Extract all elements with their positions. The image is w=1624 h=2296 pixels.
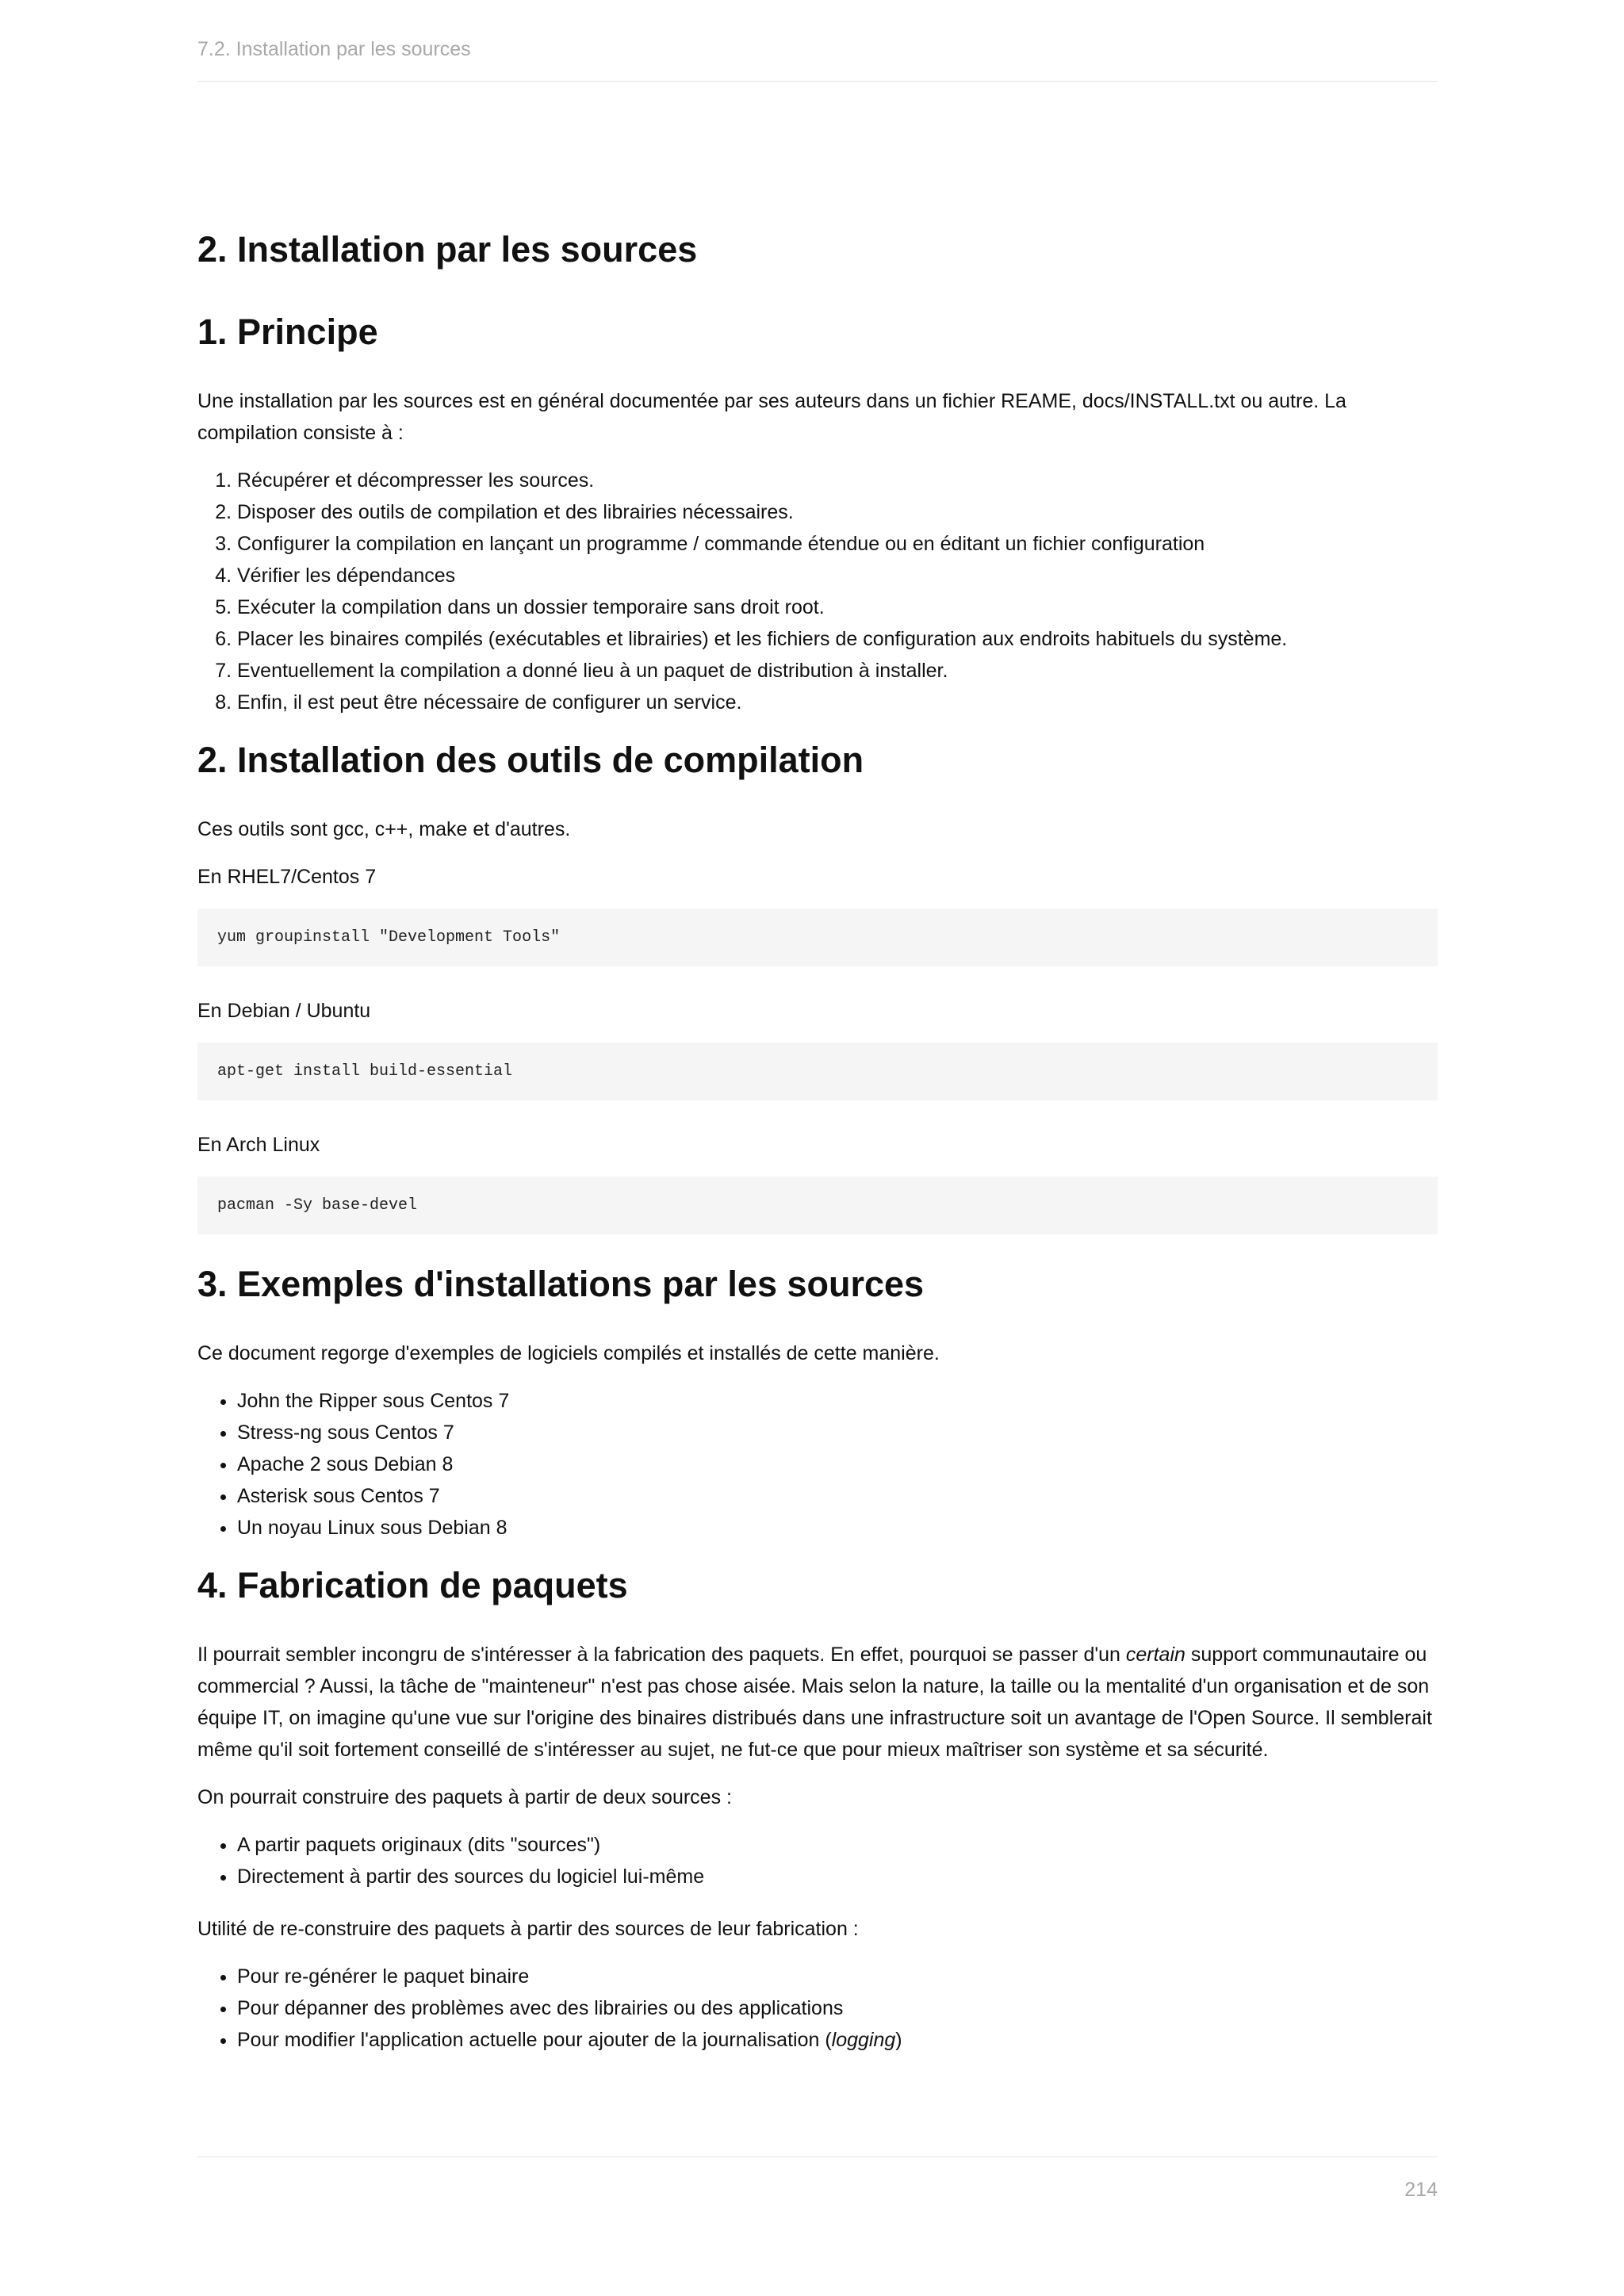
list-item: 2. Disposer des outils de compilation et des librairies nécessaires.: [237, 496, 1438, 528]
utility-text-start: Pour modifier l'application actuelle pour ajouter de la journalisation (: [237, 2029, 832, 2051]
sources-list: [197, 1829, 1438, 1892]
utility-list: [197, 1961, 1438, 2056]
utility-emphasis: logging: [831, 2029, 896, 2051]
list-item: • A partir paquets originaux (dits "sources"): [237, 1829, 1438, 1861]
fabrication-emphasis: certain: [1125, 1644, 1185, 1666]
page-number: 214: [1404, 2179, 1438, 2201]
utility-intro: Utilité de re-construire des paquets à partir des sources de leur fabrication :: [197, 1918, 859, 1940]
running-header: 7.2. Installation par les sources: [197, 38, 471, 60]
list-item: 3. Configurer la compilation en lançant un programme / commande étendue ou en éditant un fichier configuration: [237, 528, 1438, 560]
list-item: 8. Enfin, il est peut être nécessaire de configurer un service.: [237, 687, 1438, 718]
sources-intro: On pourrait construire des paquets à partir de deux sources :: [197, 1786, 732, 1808]
code-block-arch: pacman -Sy base-devel: [197, 1177, 1438, 1234]
fabrication-paragraph: [197, 1639, 1438, 1766]
exemples-list: [197, 1385, 1438, 1544]
list-item: [237, 2024, 1438, 2056]
section-heading-principe: 1. Principe: [197, 312, 378, 352]
fabrication-text-start: Il pourrait sembler incongru de s'intéresser à la fabrication des paquets. En effet, pourquoi se passer d'un: [197, 1644, 1126, 1666]
principe-intro: Une installation par les sources est en général documentée par ses auteurs dans un fichier REAME, docs/INSTALL.txt ou autre. La compilation consiste à :: [197, 390, 1346, 444]
arch-label: En Arch Linux: [197, 1134, 320, 1156]
list-item: 1. Récupérer et décompresser les sources.: [237, 465, 1438, 496]
debian-label: En Debian / Ubuntu: [197, 1000, 371, 1022]
section-heading-outils: 2. Installation des outils de compilation: [197, 740, 864, 780]
rhel-label: En RHEL7/Centos 7: [197, 866, 377, 888]
list-item: 6. Placer les binaires compilés (exécutables et librairies) et les fichiers de configuration aux endroits habituels du système.: [237, 623, 1438, 655]
principe-steps-list: [197, 465, 1438, 718]
fabrication-text-end: support communautaire ou commercial ? Aussi, la tâche de "mainteneur" n'est pas chose aisée. Mais selon la nature, la taille ou la mentalité d'un organisation et de son équipe IT, on imagine qu'une vue sur l'origine des binaires distribués dans une infrastructure soit un avantage de l'Open Source. Il semblerait même qu'il soit fortement conseillé de s'intéresser au sujet, ne fut-ce que pour mieux maîtriser son système et sa sécurité.: [197, 1644, 1432, 1761]
outils-intro: Ces outils sont gcc, c++, make et d'autres.: [197, 818, 571, 840]
list-item: • Stress-ng sous Centos 7: [237, 1417, 1438, 1448]
section-heading-fabrication: 4. Fabrication de paquets: [197, 1565, 628, 1605]
list-item: • Apache 2 sous Debian 8: [237, 1448, 1438, 1480]
section-heading-exemples: 3. Exemples d'installations par les sources: [197, 1264, 925, 1304]
header-divider: [197, 81, 1438, 82]
list-item: • Directement à partir des sources du logiciel lui-même: [237, 1861, 1438, 1892]
code-block-rhel: yum groupinstall "Development Tools": [197, 909, 1438, 966]
list-item: • Asterisk sous Centos 7: [237, 1480, 1438, 1512]
exemples-intro: Ce document regorge d'exemples de logiciels compilés et installés de cette manière.: [197, 1342, 940, 1364]
page-title: 2. Installation par les sources: [197, 229, 698, 270]
list-item: • Pour dépanner des problèmes avec des librairies ou des applications: [237, 1992, 1438, 2024]
list-item: 7. Eventuellement la compilation a donné lieu à un paquet de distribution à installer.: [237, 655, 1438, 687]
list-item: 4. Vérifier les dépendances: [237, 560, 1438, 591]
list-item: • John the Ripper sous Centos 7: [237, 1385, 1438, 1417]
list-item: 5. Exécuter la compilation dans un dossier temporaire sans droit root.: [237, 591, 1438, 623]
document-content: [197, 228, 1438, 2076]
list-item: • Un noyau Linux sous Debian 8: [237, 1512, 1438, 1544]
utility-text-end: ): [895, 2029, 902, 2051]
code-block-debian: apt-get install build-essential: [197, 1043, 1438, 1100]
list-item: • Pour re-générer le paquet binaire: [237, 1961, 1438, 1992]
footer-divider: [197, 2156, 1438, 2157]
